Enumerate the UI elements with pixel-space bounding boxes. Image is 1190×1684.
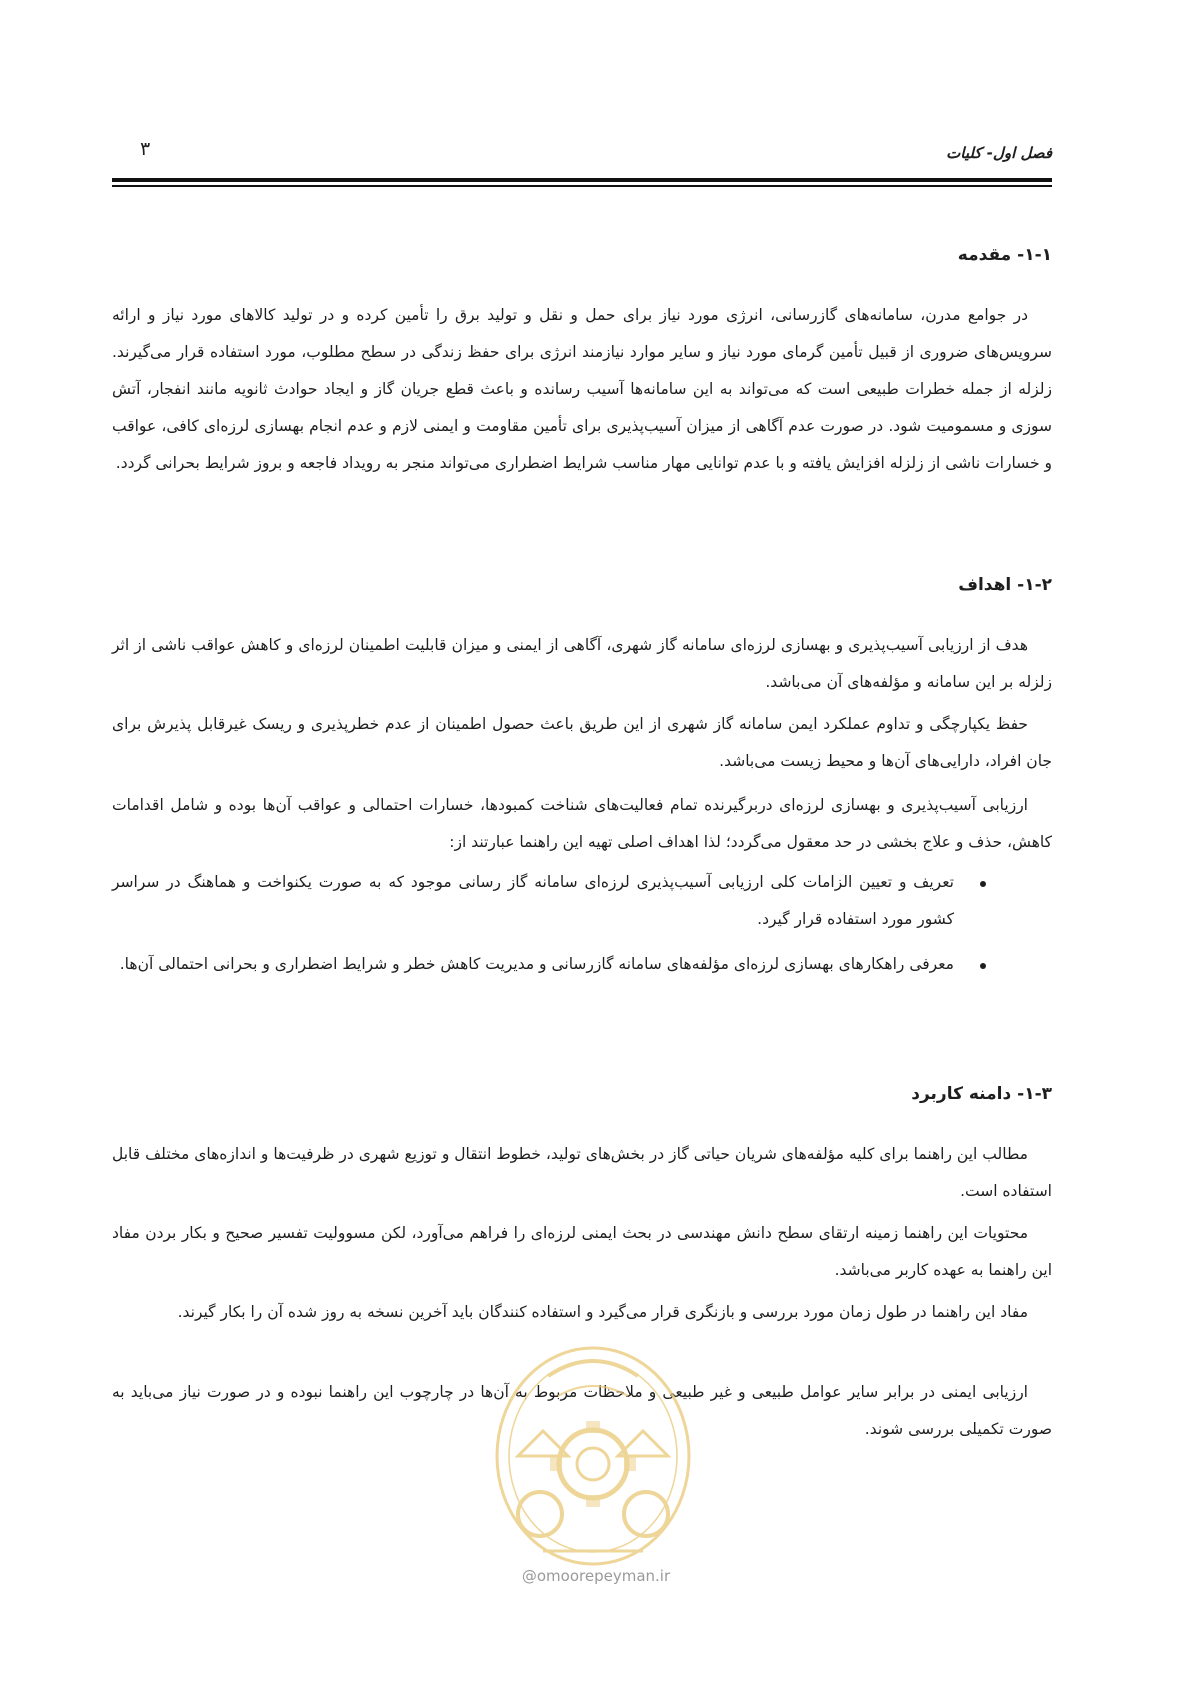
bullet-text: معرفی راهکارهای بهسازی لرزه‌ای مؤلفه‌های سامانه گازرسانی و مدیریت کاهش خطر و شرایط اضطراری و بحرانی احتمالی آن‌ها. — [119, 955, 954, 973]
paragraph-introduction: در جوامع مدرن، سامانه‌های گازرسانی، انرژی مورد نیاز برای حمل و نقل و تولید برق را تأمین کرده و در تولید کالاهای مورد نیاز و ارائه سرویس‌های ضروری از قبیل تأمین گرمای مورد نیاز و سایر موارد نیازمند انرژی برای حفظ زندگی در سطح مطلوب، مورد استفاده قرار می‌گیرند. زلزله از جمله خطرات طبیعی است که می‌تواند به این سامانه‌ها آسیب رسانده و باعث قطع جریان گاز و ایجاد حوادث ثانویه مانند انفجار، آتش سوزی و مسمومیت شود. در صورت عدم آگاهی از میزان آسیب‌پذیری برای تأمین مقاومت و ایمنی لازم و عدم انجام بهسازی لرزه‌ای کافی، عواقب و خسارات ناشی از زلزله افزایش یافته و با عدم توانایی مهار مناسب شرایط اضطراری می‌تواند منجر به رویداد فاجعه و بروز شرایط بحرانی گردد. — [112, 306, 1052, 472]
section-heading-scope: ۱-۳- دامنه کاربرد — [911, 1084, 1052, 1104]
bullet-icon — [980, 881, 986, 887]
list-item — [112, 946, 1052, 983]
section-heading-introduction: ۱-۱- مقدمه — [957, 245, 1052, 265]
watermark-url: @omoorepeyman.ir — [521, 1567, 671, 1585]
paragraph-objectives-3: ارزیابی آسیب‌پذیری و بهسازی لرزه‌ای دربرگیرنده تمام فعالیت‌های شناخت کمبودها، خسارات احتمالی و عواقب آن‌ها بوده و شامل اقدامات کاهش، حذف و علاج بخشی در حد معقول می‌گردد؛ لذا اهداف اصلی تهیه این راهنما عبارتند از: — [112, 796, 1052, 851]
section-heading-objectives: ۱-۲- اهداف — [958, 575, 1052, 595]
chapter-title: فصل اول- کلیات — [946, 144, 1052, 162]
paragraph-objectives-1: هدف از ارزیابی آسیب‌پذیری و بهسازی لرزه‌ای سامانه گاز شهری، آگاهی از ایمنی و میزان قابلیت اطمینان لرزه‌ای و کاهش عواقب ناشی از اثر زلزله بر این سامانه و مؤلفه‌های آن می‌باشد. — [112, 636, 1052, 691]
list-item — [112, 864, 1052, 938]
header-rule-thin — [112, 185, 1052, 187]
paragraph-scope-4: ارزیابی ایمنی در برابر سایر عوامل طبیعی و غیر طبیعی و ملاحظات مربوط به آن‌ها در چارچوب این راهنما نبوده و در صورت نیاز می‌باید به صورت تکمیلی بررسی شوند. — [112, 1383, 1052, 1438]
paragraph-scope-1: مطالب این راهنما برای کلیه مؤلفه‌های شریان حیاتی گاز در بخش‌های تولید، خطوط انتقال و توزیع شهری در ظرفیت‌ها و اندازه‌های مختلف قابل استفاده است. — [112, 1145, 1052, 1200]
paragraph-objectives-2: حفظ یکپارچگی و تداوم عملکرد ایمن سامانه گاز شهری از این طریق باعث حصول اطمینان از عدم خطرپذیری و ریسک غیرقابل پذیرش برای جان افراد، دارایی‌های آن‌ها و محیط زیست می‌باشد. — [112, 715, 1052, 770]
objectives-bullet-list — [112, 864, 1052, 983]
bullet-icon — [980, 963, 986, 969]
header-rule-thick — [112, 178, 1052, 182]
paragraph-scope-3: مفاد این راهنما در طول زمان مورد بررسی و بازنگری قرار می‌گیرد و استفاده کنندگان باید آخرین نسخه به روز شده آن را بکار گیرند. — [177, 1303, 1028, 1321]
bullet-text: تعریف و تعیین الزامات کلی ارزیابی آسیب‌پذیری لرزه‌ای سامانه گاز رسانی موجود که به صورت یکنواخت و هماهنگ در سراسر کشور مورد استفاده قرار گیرد. — [112, 873, 954, 928]
page-number: ۳ — [140, 138, 151, 160]
paragraph-scope-2: محتویات این راهنما زمینه ارتقای سطح دانش مهندسی در بحث ایمنی لرزه‌ای را فراهم می‌آورد، لکن مسوولیت تفسیر صحیح و بکار بردن مفاد این راهنما به عهده کاربر می‌باشد. — [112, 1224, 1052, 1279]
